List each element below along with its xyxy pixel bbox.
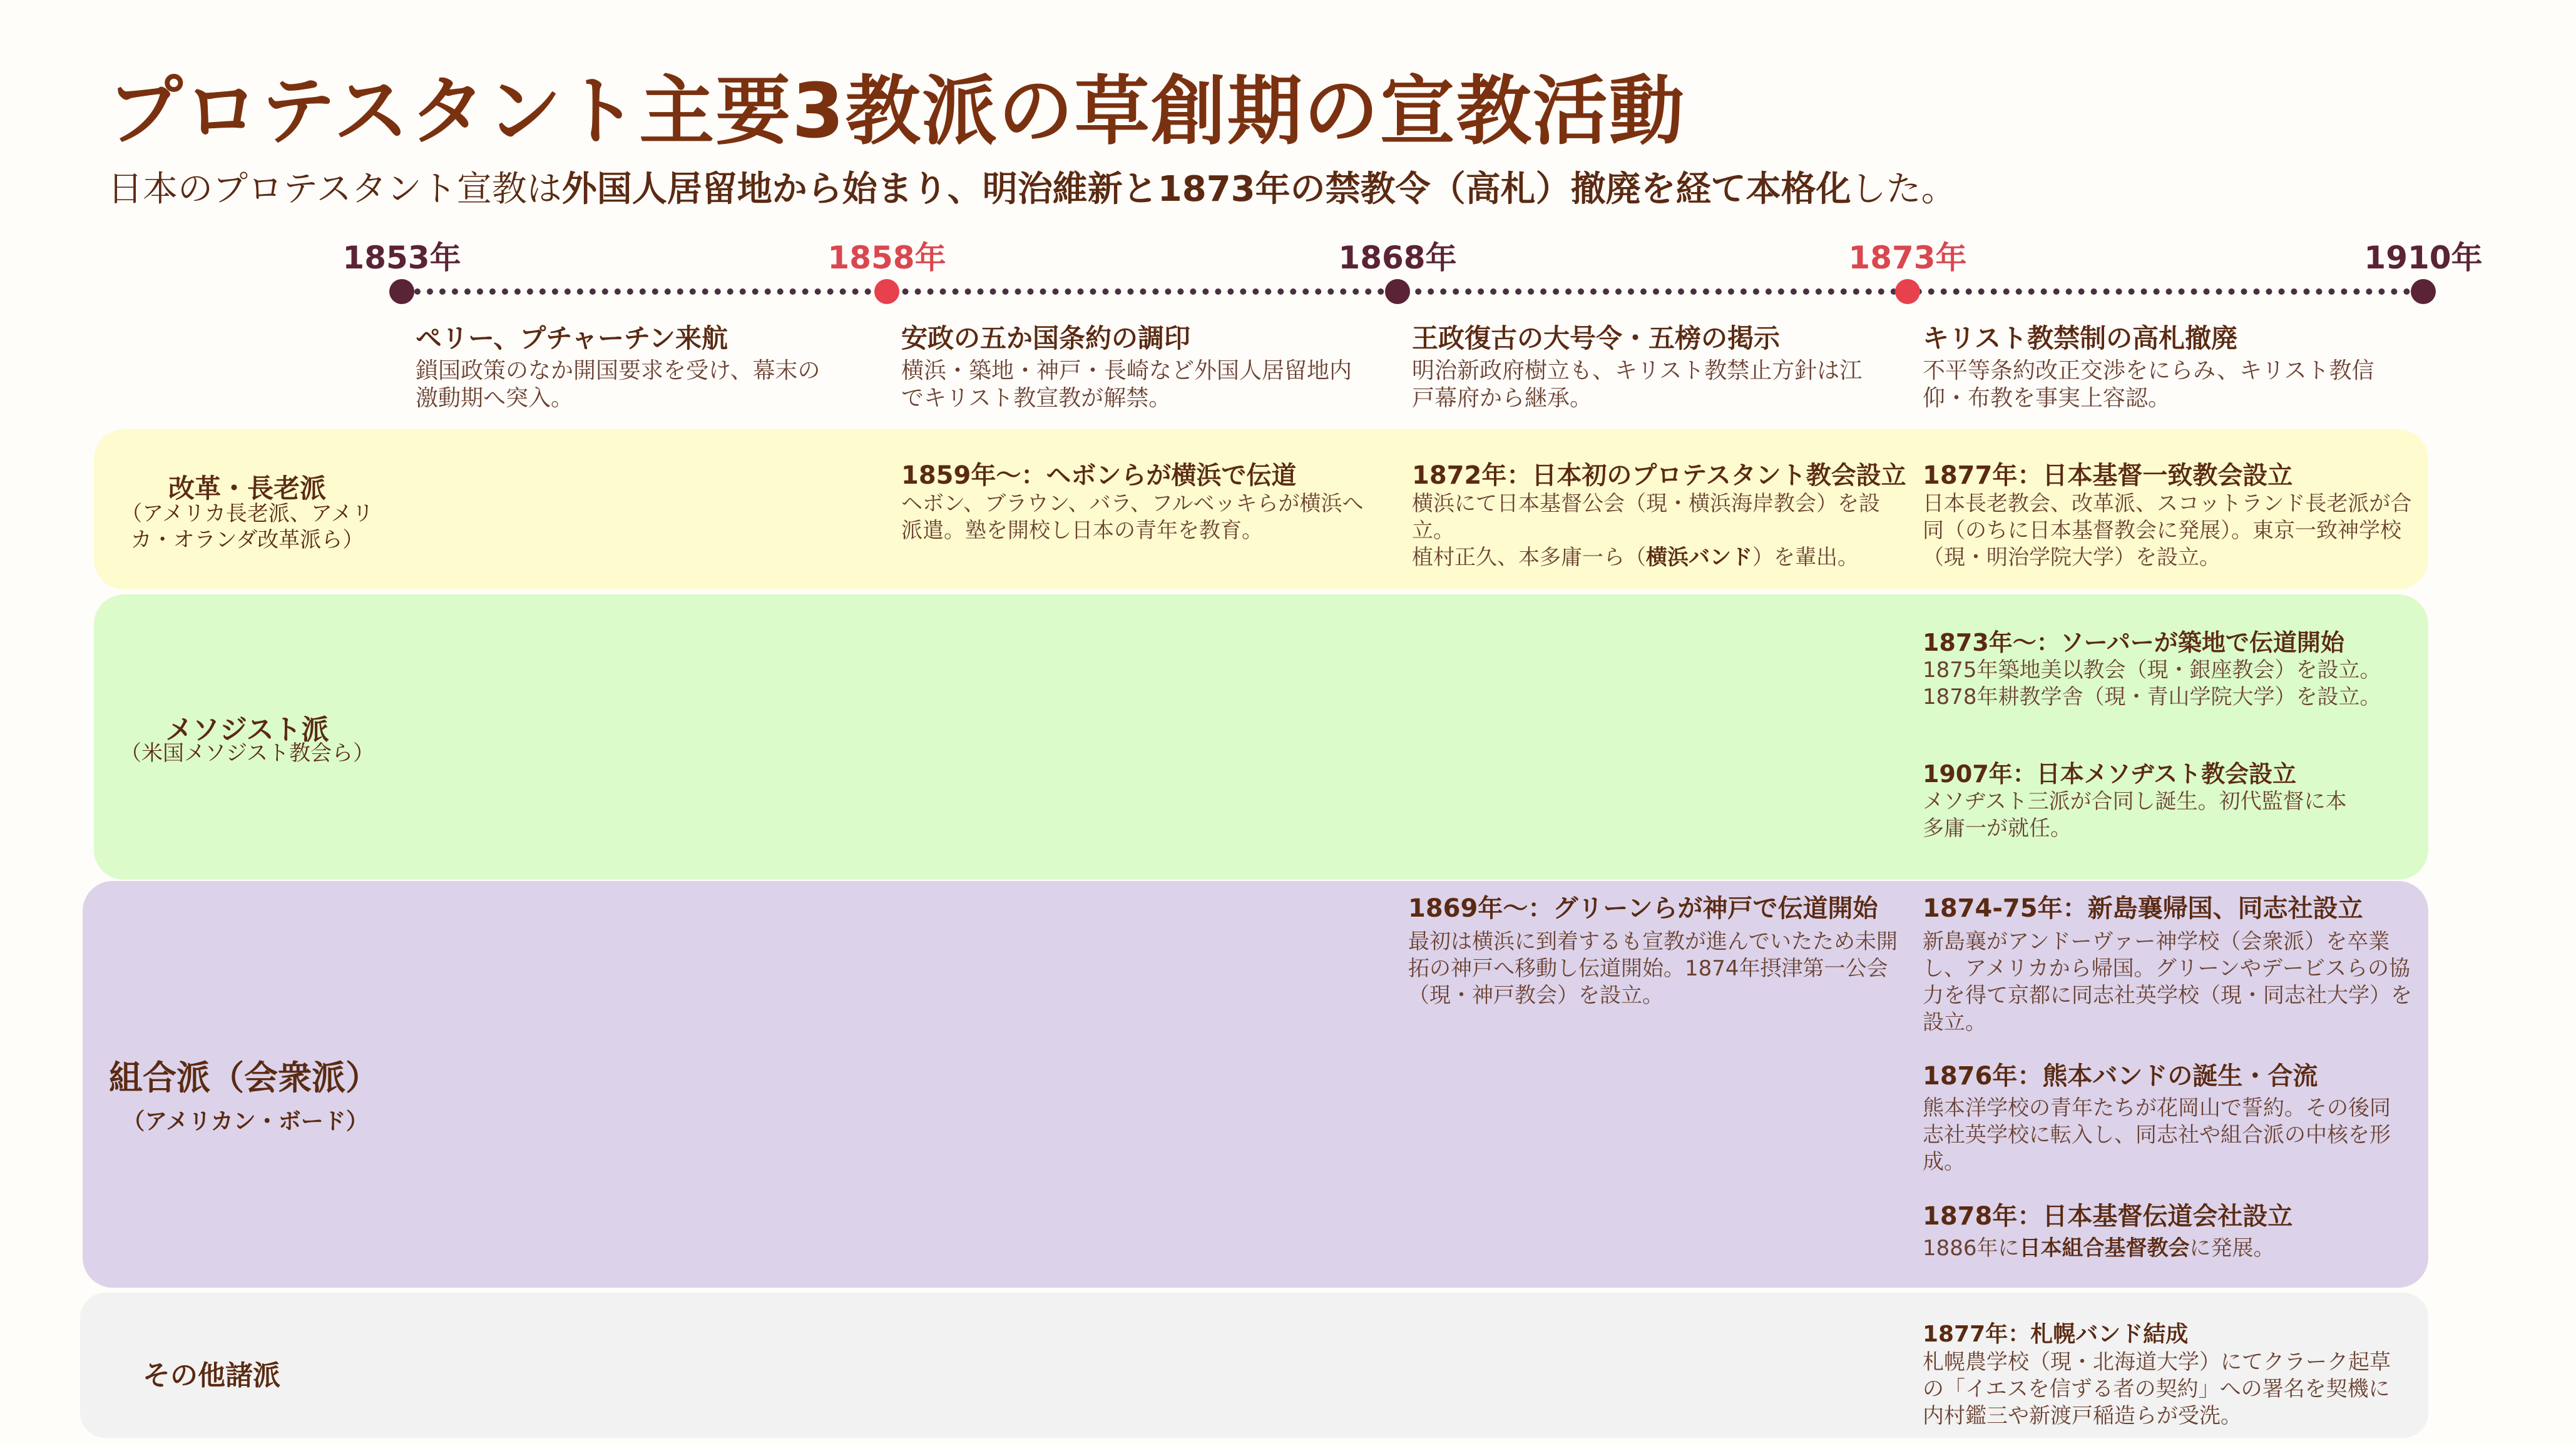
item-title-methodist-church: 1907年：日本メソヂスト教会設立 bbox=[1923, 760, 2297, 788]
item-desc-sapporo-band: 札幌農学校（現・北海道大学）にてクラーク起草の「イエスを信ずる者の契約」への署名を契機に内村鑑三や新渡戸稲造らが受洗。 bbox=[1923, 1350, 2391, 1428]
group-name-congregational: 組合派（会衆派） bbox=[109, 1058, 379, 1097]
event-desc-1868: 明治新政府樹立も、キリスト教禁止方針は江戸幕府から継承。 bbox=[1412, 358, 1863, 411]
item-title-united-church: 1877年：日本基督一致教会設立 bbox=[1923, 461, 2293, 490]
item-desc-doshisha: 新島襄がアンドーヴァー神学校（会衆派）を卒業し、アメリカから帰国。グリーンやデービスらの協力を得て京都に同志社英学校（現・同志社大学）を設立。 bbox=[1923, 929, 2412, 1035]
event-title-1858: 安政の五か国条約の調印 bbox=[901, 323, 1191, 354]
group-sub-reformed: （アメリカ長老派、アメリカ・オランダ改革派ら） bbox=[121, 501, 374, 552]
item-title-doshisha: 1874-75年：新島襄帰国、同志社設立 bbox=[1923, 894, 2363, 923]
timeline-line bbox=[402, 288, 2423, 295]
year-label-1873: 1873年 bbox=[1848, 240, 1967, 276]
item-desc-greene: 最初は横浜に到着するも宣教が進んでいたため未開拓の神戸へ移動し伝道開始。1874年摂津第一公会（現・神戸教会）を設立。 bbox=[1408, 929, 1898, 1008]
item-desc-soper: 1875年築地美以教会（現・銀座教会）を設立。1878年耕教学舎（現・青山学院大学）を設立。 bbox=[1923, 658, 2381, 710]
event-title-1873: キリスト教禁制の高札撤廃 bbox=[1923, 323, 2238, 354]
year-label-1910: 1910年 bbox=[2364, 240, 2483, 276]
page-title: プロテスタント主要3教派の草創期の宣教活動 bbox=[108, 68, 1685, 155]
item-desc-methodist-church: メソヂスト三派が合同し誕生。初代監督に本多庸一が就任。 bbox=[1923, 789, 2347, 841]
item-title-soper: 1873年〜：ソーパーが築地で伝道開始 bbox=[1923, 629, 2344, 656]
year-label-1853: 1853年 bbox=[342, 240, 461, 276]
event-desc-1853: 鎖国政策のなか開国要求を受け、幕末の激動期へ突入。 bbox=[416, 358, 820, 411]
page-subtitle: 日本のプロテスタント宣教は外国人居留地から始まり、明治維新と1873年の禁教令（高札）撤廃を経て本格化した。 bbox=[108, 169, 1956, 210]
item-title-sapporo-band: 1877年：札幌バンド結成 bbox=[1923, 1321, 2189, 1347]
year-label-1858: 1858年 bbox=[827, 240, 946, 276]
timeline-dot-1868 bbox=[1385, 279, 1410, 304]
group-name-methodist: メソジスト派 bbox=[165, 714, 329, 746]
timeline-dot-1853 bbox=[389, 279, 414, 304]
item-title-first-church: 1872年：日本初のプロテスタント教会設立 bbox=[1412, 461, 1906, 490]
event-desc-1873: 不平等条約改正交渉をにらみ、キリスト教信仰・布教を事実上容認。 bbox=[1923, 358, 2374, 411]
group-name-other: その他諸派 bbox=[143, 1360, 280, 1392]
item-title-greene: 1869年〜：グリーンらが神戸で伝道開始 bbox=[1408, 894, 1878, 923]
group-name-reformed: 改革・長老派 bbox=[168, 473, 326, 504]
item-title-mission-society: 1878年：日本基督伝道会社設立 bbox=[1923, 1202, 2293, 1231]
event-desc-1858: 横浜・築地・神戸・長崎など外国人居留地内でキリスト教宣教が解禁。 bbox=[901, 358, 1352, 411]
item-desc-united-church: 日本長老教会、改革派、スコットランド長老派が合同（のちに日本基督教会に発展）。東京一致神学校（現・明治学院大学）を設立。 bbox=[1923, 491, 2412, 570]
event-title-1868: 王政復古の大号令・五榜の掲示 bbox=[1412, 323, 1781, 354]
item-desc-hepburn: ヘボン、ブラウン、バラ、フルベッキらが横浜へ派遣。塾を開校し日本の青年を教育。 bbox=[901, 491, 1364, 543]
item-desc-mission-society: 1886年に日本組合基督教会に発展。 bbox=[1923, 1236, 2275, 1261]
timeline-dot-1858 bbox=[874, 279, 899, 304]
item-desc-kumamoto-band: 熊本洋学校の青年たちが花岡山で誓約。その後同志社英学校に転入し、同志社や組合派の中核を形成。 bbox=[1923, 1096, 2391, 1174]
item-title-kumamoto-band: 1876年：熊本バンドの誕生・合流 bbox=[1923, 1062, 2318, 1091]
timeline-dot-1910 bbox=[2411, 279, 2436, 304]
year-label-1868: 1868年 bbox=[1338, 240, 1457, 276]
event-title-1853: ペリー、プチャーチン来航 bbox=[416, 323, 728, 354]
group-sub-methodist: （米国メソジスト教会ら） bbox=[120, 741, 374, 766]
item-desc-first-church: 横浜にて日本基督公会（現・横浜海岸教会）を設立。 植村正久、本多庸一ら（横浜バンド）を輩出。 bbox=[1412, 491, 1880, 570]
group-sub-congregational: （アメリカン・ボード） bbox=[122, 1109, 369, 1134]
item-title-hepburn: 1859年〜：ヘボンらが横浜で伝道 bbox=[901, 461, 1297, 490]
timeline-dot-1873 bbox=[1895, 279, 1920, 304]
